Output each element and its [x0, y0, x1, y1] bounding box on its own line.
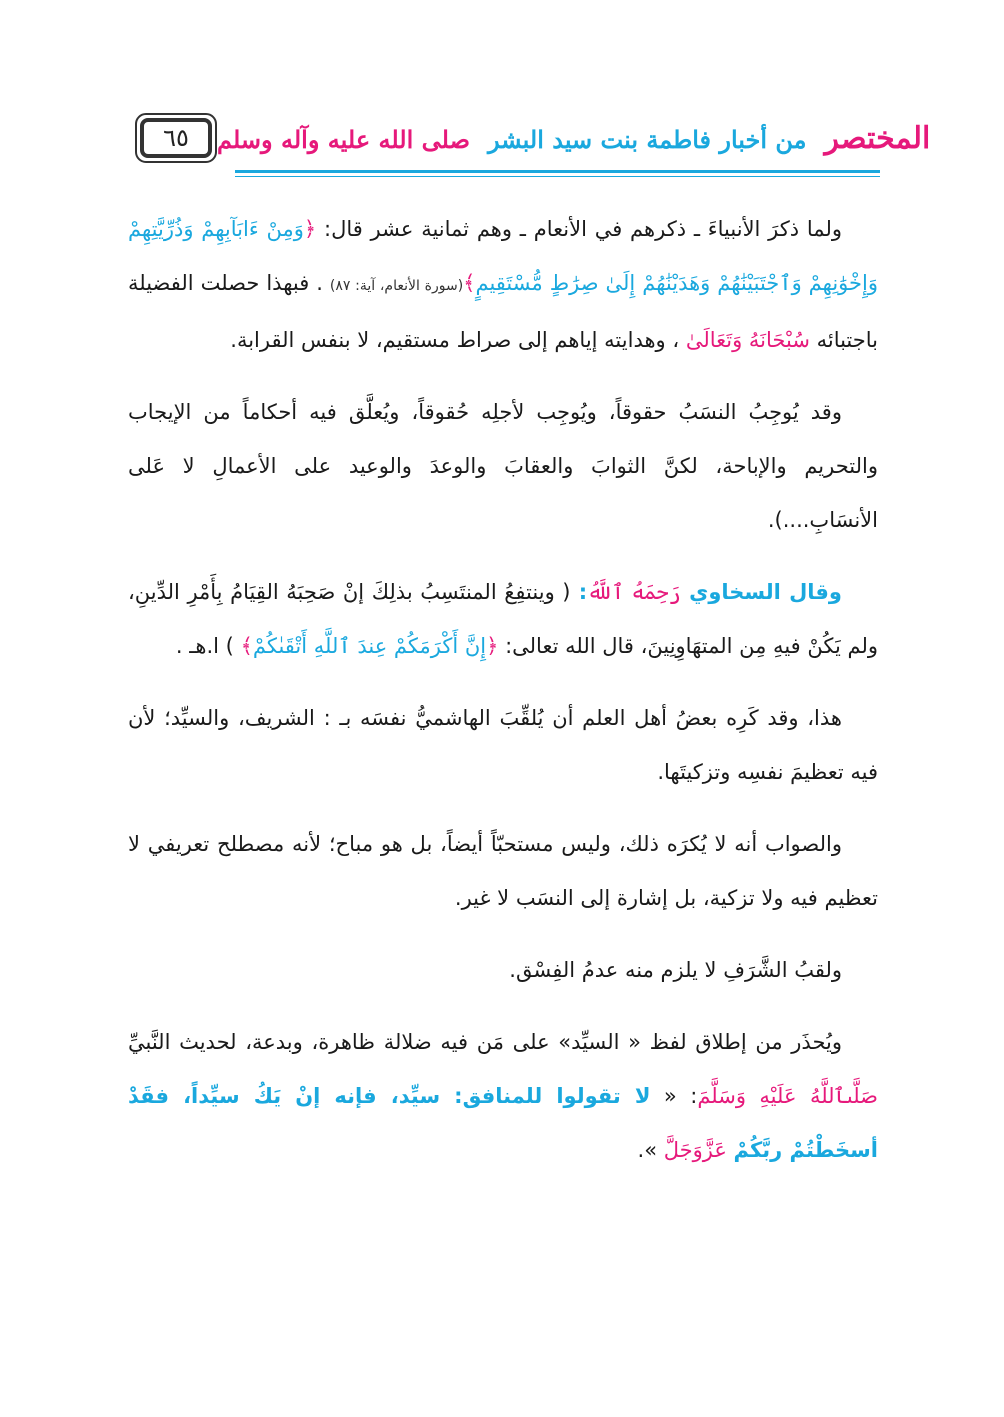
supplication-phrase: رَحِمَهُ ٱللَّهُ [587, 580, 681, 604]
verse-open-ornament: ﴿ [486, 634, 499, 658]
text: ويُحذَر من إطلاق لفظ « السيِّد» على مَن فيه ضلالة ظاهرة، وبدعة، لحديث النَّبيِّ [128, 1030, 842, 1054]
paragraph-lineage-rights: وقد يُوجِبُ النسَبُ حقوقاً، ويُوجِب لأجلِه حُقوقاً، ويُعلَّق فيه أحكاماً من الإيجاب والتحريم والإباحة، لكنَّ الثوابَ والعقابَ والوعدَ والوعيد على الأعمالِ لا عَلى الأنسَابِ....). [128, 400, 878, 532]
verse-close-ornament: ﴾ [463, 271, 476, 295]
page-number-frame [135, 113, 217, 163]
glorification-phrase: سُبْحَانَهُ وَتَعَالَىٰ [685, 328, 810, 352]
header-rule-thin [235, 176, 880, 177]
verse-open-ornament: ﴿ [303, 217, 317, 241]
quran-verse: إِنَّ أَكْرَمَكُمْ عِندَ ٱللَّهِ أَتْقَىٰكُمْ [252, 634, 487, 658]
paragraph-correct-view: والصواب أنه لا يُكرَه ذلك، وليس مستحبّاً أيضاً، بل هو مباح؛ لأنه مصطلح تعريفي لا تعظيم فيه ولا تزكية، بل إشارة إلى النسَب لا غير. [128, 832, 878, 910]
text: ». [637, 1138, 664, 1162]
quran-verse: وَمِنْ ءَابَآبِهِمْ وَذُرِّيَّتِهِمْ وَإِخْوَٰنِهِمْ وَٱجْتَبَيْنَٰهُمْ وَهَدَيْنَٰهُمْ إِلَىٰ صِرَٰطٍ مُّسْتَقِيمٍ [128, 217, 878, 295]
quote-author: وقال السخاوي [680, 580, 842, 604]
text: ( وينتفِعُ المنتَسِبُ بذلِكَ إنْ صَحِبَهُ القِيَامُ بِأَمْرِ الدِّينِ، ولم يَكُنْ فيهِ مِن المتهَاوِنِينَ، قال الله تعالى: [128, 580, 878, 658]
book-title-sub: من أخبار فاطمة بنت سيد البشر [487, 124, 807, 154]
book-title-salutation: صلى الله عليه وآله وسلم [217, 124, 470, 154]
verse-reference: (سورة الأنعام، آية: ٨٧) [329, 278, 464, 294]
paragraph-hadith-warning [128, 1015, 878, 1177]
exaltation-phrase: عَزَّوَجَلَّ [663, 1138, 734, 1162]
header-rule-thick [235, 170, 880, 173]
text: ، وهدايته إياهم إلى صراط مستقيم، لا بنفس القرابة. [230, 328, 686, 352]
paragraph-sakhawi-quote [128, 565, 878, 673]
text: : « [650, 1084, 698, 1108]
page-number: ٦٥ [140, 118, 212, 158]
paragraph-sharaf-title: ولقبُ الشَّرَفِ لا يلزم منه عدمُ الفِسْق. [509, 958, 842, 982]
book-title-main: المختصر [824, 120, 931, 156]
salutation-phrase: صَلَّىٱللَّهُ عَلَيْهِ وَسَلَّمَ [697, 1084, 878, 1108]
page-body [128, 202, 878, 1195]
page-header [135, 108, 931, 168]
verse-close-ornament: ﴾ [240, 634, 253, 658]
hadith-text: لا تقولوا للمنافق: سيِّد، فإنه إنْ يَكُ سيِّداً، فقَدْ أسخَطْتُمْ ربَّكُمْ [128, 1084, 878, 1162]
text: . فبهذا حصلت الفضيلة باجتبائه [128, 271, 878, 352]
colon: : [570, 580, 588, 604]
book-title [217, 121, 930, 156]
text: ولما ذكرَ الأنبياءَ ـ ذكرهم في الأنعام ـ وهم ثمانية عشر قال: [316, 217, 842, 241]
paragraph-prophets-verse [128, 202, 878, 367]
text: ) ا.هـ . [175, 634, 241, 658]
paragraph-titles-dislike: هذا، وقد كَرِه بعضُ أهل العلم أن يُلقِّبَ الهاشميُّ نفسَه بـ : الشريف، والسيِّد؛ لأن فيه تعظيمَ نفسِه وتزكيتَها. [128, 706, 878, 784]
